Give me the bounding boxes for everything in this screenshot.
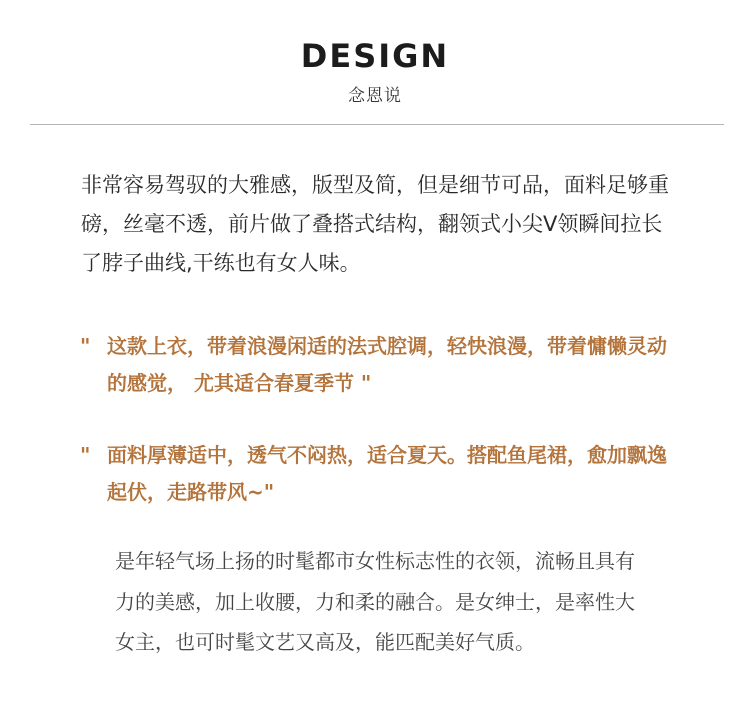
section-title: DESIGN: [300, 37, 450, 75]
quote-mark: ": [80, 443, 91, 467]
quote-mark: ": [80, 334, 91, 358]
closing-paragraph: 是年轻气场上扬的时髦都市女性标志性的衣领，流畅且具有力的美感，加上收腰，力和柔的融合。是女绅士，是率性大女主，也可时髦文艺又高及，能匹配美好气质。: [115, 549, 635, 654]
quote-text: 面料厚薄适中，透气不闷热，适合夏天。搭配鱼尾裙，愈加飘逸起伏，走路带风~": [107, 443, 667, 504]
divider-line: [30, 124, 724, 125]
quote-block: [80, 328, 680, 402]
quote-text: 这款上衣，带着浪漫闲适的法式腔调，轻快浪漫，带着慵懒灵动的感觉， 尤其适合春夏季节 ": [107, 334, 667, 395]
intro-paragraph: 非常容易驾驭的大雅感，版型及简，但是细节可品，面料足够重磅，丝毫不透，前片做了叠搭式结构，翻领式小尖V领瞬间拉长了脖子曲线,干练也有女人味。: [81, 173, 669, 275]
section-subtitle: 念恩说: [348, 86, 402, 106]
quote-block: [80, 437, 680, 511]
